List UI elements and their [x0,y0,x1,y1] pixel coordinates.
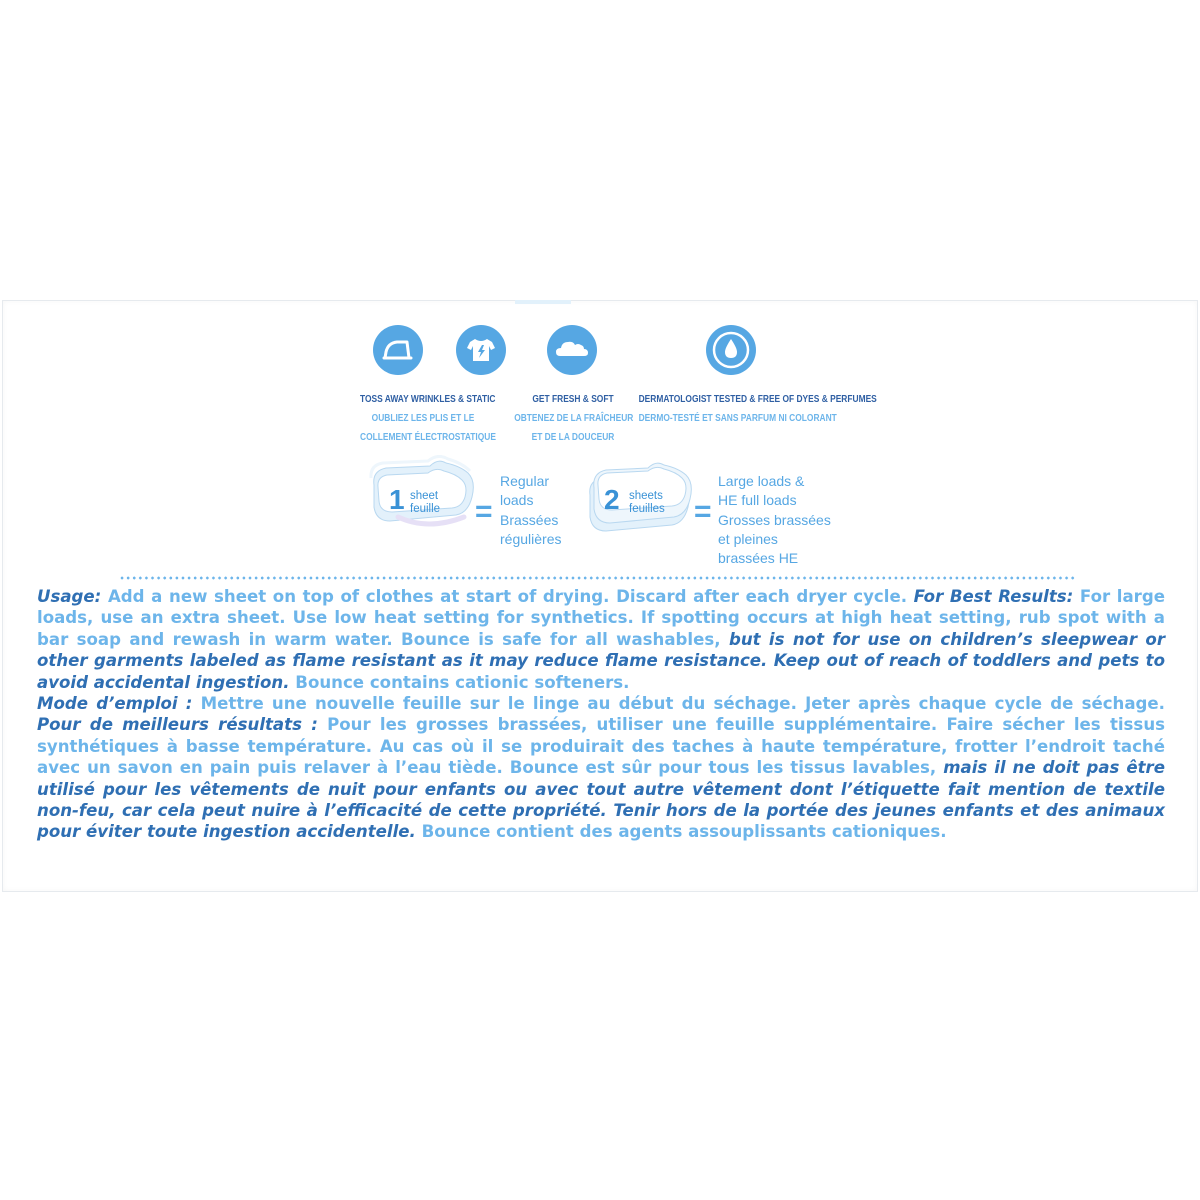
usage-label: Mode d’emploi : [37,694,193,713]
benefit-fr: COLLEMENT ÉLECTROSTATIQUE [360,432,496,443]
dose-1-unit: sheet [410,490,439,502]
best-results-label: For Best Results: [913,587,1074,606]
benefit-fr: DERMO-TESTÉ ET SANS PARFUM NI COLORANT [638,413,837,424]
benefit-caption-fresh [514,390,632,447]
equals-sign: = [694,495,712,528]
usage-label: Usage: [37,587,102,606]
dose-1-number: 1 [389,484,405,515]
usage-french: Mode d’emploi : Mettre une nouvelle feuille sur le linge au début du séchage. Jeter après chaque cycle de séchage. Pour de meilleurs résultats : Pour les grosses brassées, utiliser une feuille supplémentaire. Faire sécher les tissus synthétiques à basse température. Au cas où il se produirait des taches à haute température, frotter l’endroit taché avec un savon en pain puis relaver à l’eau tiède. Bounce est sûr pour tous les tissus lavables, mais il ne doit pas être utilisé pour les vêtements de nuit pour enfants ou avec tout autre vêtement dont l’étiquette fait mention de textile non-feu, car cela peut nuire à l’efficacité de cette propriété. Tenir hors de la portée des jeunes enfants et des animaux pour éviter toute ingestion accidentelle. Bounce contient des agents assouplissants cationiques. [37,694,1166,842]
benefit-fr: ET DE LA DOUCEUR [531,432,615,443]
dose-2-number: 2 [604,484,620,515]
usage-warning: but is not for use on children’s sleepwear or other garments labeled as flame resistant as it may reduce flame resistance. Keep out of reach of toddlers and pets to avoid accidental ingestion. [37,629,1165,692]
dose-2-unit: feuilles [629,503,665,515]
benefit-en: GET FRESH & SOFT [532,394,614,405]
benefit-caption-wrinkles [360,390,496,447]
shirt-static-icon [456,325,506,375]
benefit-caption-dermatologist [638,390,877,428]
benefit-en: DERMATOLOGIST TESTED & FREE OF DYES & PERFUMES [638,394,877,405]
dotted-divider [119,576,1077,580]
benefit-en: TOSS AWAY WRINKLES & STATIC [360,394,496,405]
usage-warning: mais il ne doit pas être utilisé pour les vêtements de nuit pour enfants ou avec tout autre vêtement dont l’étiquette fait mention de textile non-feu, car cela peut nuire à l’efficacité de cette propriété. Tenir hors de la portée des jeunes enfants et des animaux pour éviter toute ingestion accidentelle. [37,758,1165,842]
dose-1-unit: feuille [410,503,441,515]
iron-icon [373,325,423,375]
dose-2-unit: sheets [629,490,663,502]
benefit-fr: OBTENEZ DE LA FRAÎCHEUR [514,413,634,424]
benefit-fr: OUBLIEZ LES PLIS ET LE [371,413,475,424]
usage-english: Usage: Add a new sheet on top of clothes at start of drying. Discard after each dryer cycle. For Best Results: For large loads, use an extra sheet. Use low heat setting for synthetics. If spotting occurs at high heat setting, rub spot with a bar soap and rewash in warm water. Bounce is safe for all washables, but is not for use on children’s sleepwear or other garments labeled as flame resistant as it may reduce flame resistance. Keep out of reach of toddlers and pets to avoid accidental ingestion. Bounce contains cationic softeners. [37,587,1165,692]
best-results-label: Pour de meilleurs résultats : [37,715,318,735]
water-drop-icon [706,325,756,375]
panel-notch [515,300,571,304]
equals-sign: = [475,495,493,528]
dose-2-result: Large loads & HE full loads Grosses brassées et pleines brassées HE [718,473,831,567]
package-panel [2,300,1198,892]
cloud-icon [547,325,597,375]
dose-1-result: Regular loads Brassées régulières [500,473,562,547]
